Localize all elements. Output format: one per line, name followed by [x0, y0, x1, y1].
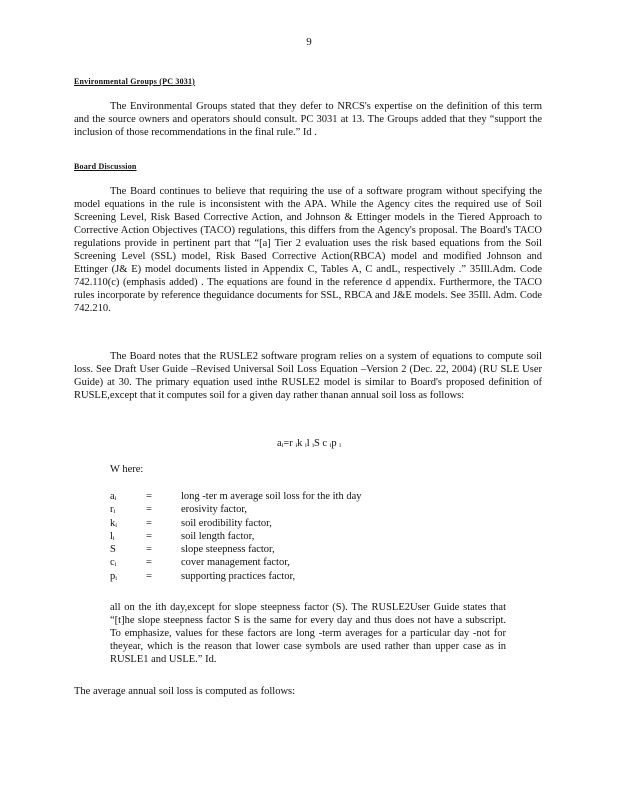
heading-environmental-groups: Environmental Groups (PC 3031) [74, 77, 196, 86]
definition-row: pᵢ = supporting practices factor, [110, 570, 296, 582]
board-discussion-paragraph-1: The Board continues to believe that requiring the use of a software program without specifying the model equations in the rule is inconsistent with the APA. While the Agency cites the required use of Soil Screening Level, Risk Based Corrective Action, and Johnson & Ettinger models in the Tiered Approach to Corrective Action Objectives (TACO) regulations, this differs from the Agency's proposal. The Board's TACO regulations provide in pertinent part that “[a] Tier 2 evaluation uses the risk based equations from the Soil Screening Level (SSL) model, Risk Based Corrective Action(RBCA) model and modified Johnson and Ettinger (J& E) model documents listed in Appendix C, Tables A, C andL, respectively .” 35Ill.Adm. Code 742.110(c) (emphasis added) . The equations are found in the reference d appendix. Furthermore, the TACO rules incorporate by reference theguidance documents for SSL, RBCA and J&E models. See 35Ill. Adm. Code 742.210. [74, 186, 542, 314]
annual-soil-loss-lead-in: The average annual soil loss is computed as follows: [74, 686, 296, 697]
definition-row: kᵢ = soil erodibility factor, [110, 517, 272, 529]
definition-row: rᵢ = erosivity factor, [110, 504, 248, 516]
rusle2-daily-equation: aᵢ=r ᵢk ᵢl ᵢS c ᵢp ᵢ [276, 438, 342, 449]
board-discussion-paragraph-2: The Board notes that the RUSLE2 software program relies on a system of equations to compute soil loss. See Draft User Guide –Revised Universal Soil Loss Equation –Version 2 (Dec. 22, 2004) (RU SLE User Guide) at 30. The primary equation used inthe RUSLE2 model is similar to Board's proposed definition of RUSLE,except that it computes soil for a given day rather thanan annual soil loss as follows: [74, 351, 542, 401]
slope-steepness-note-paragraph: all on the ith day,except for slope steepness factor (S). The RUSLE2User Guide states that “[t]he slope steepness factor S is the same for every day and thus does not have a subscript. To emphasize, values for these factors are long -term averages for a particular day -not for theyear, which is the reason that lower case symbols are used rather than upper case as in RUSLE1 and USLE.” Id. [110, 602, 506, 665]
page-number: 9 [306, 36, 312, 48]
heading-board-discussion: Board Discussion [74, 162, 137, 171]
definition-row: cᵢ = cover management factor, [110, 557, 290, 569]
definition-row: lᵢ = soil length factor, [110, 530, 255, 542]
where-label: W here: [110, 464, 144, 475]
definitions-list [110, 490, 362, 583]
environmental-groups-paragraph: The Environmental Groups stated that they defer to NRCS's expertise on the definition of this term and the source owners and operators should consult. PC 3031 at 13. The Groups added that they “support the inclusion of those recommendations in the final rule.” Id . [74, 101, 542, 138]
definition-row: aᵢ = long -ter m average soil loss for the ith day [110, 491, 362, 502]
definition-row: S = slope steepness factor, [110, 544, 275, 556]
